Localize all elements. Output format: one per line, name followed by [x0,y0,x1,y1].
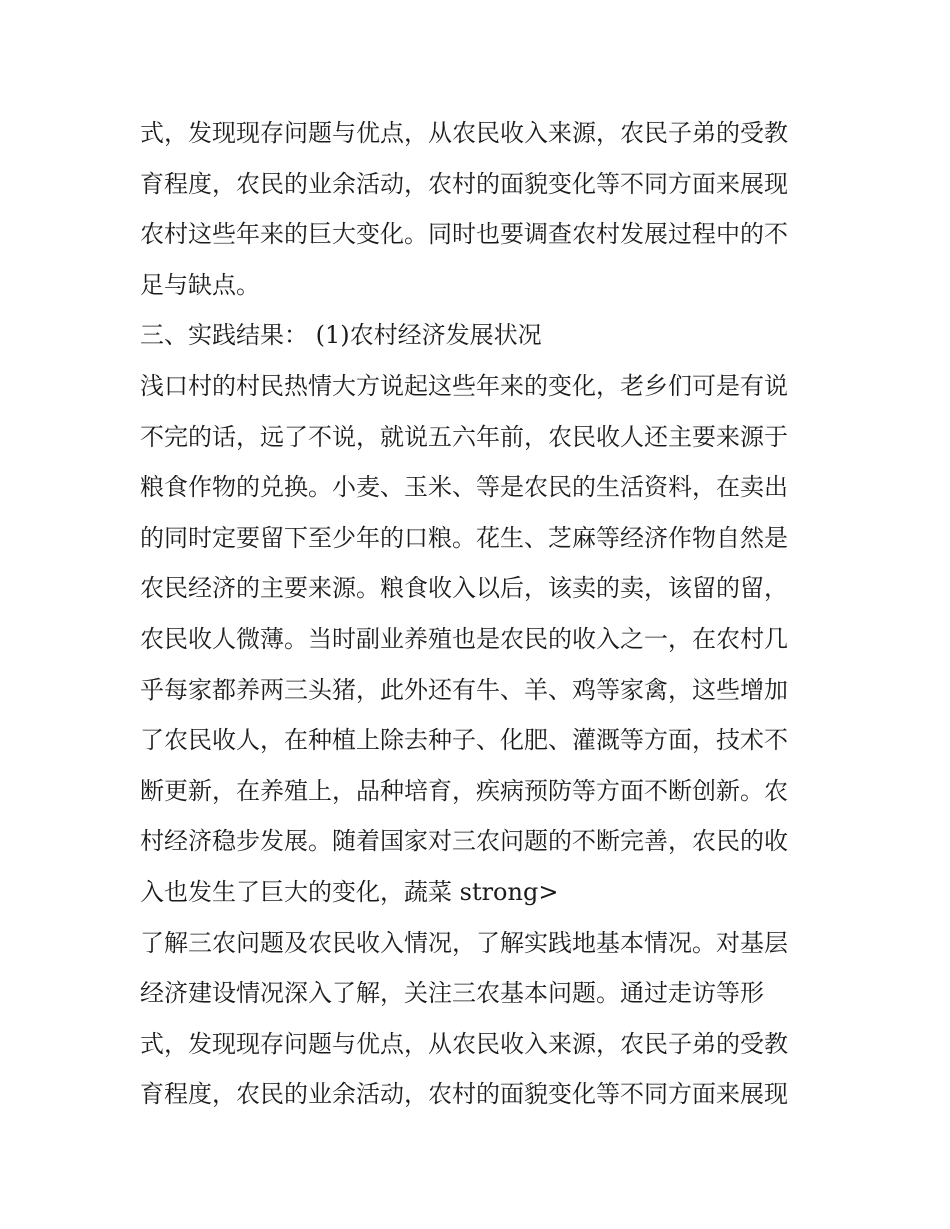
text-line: 的同时定要留下至少年的口粮。花生、芝麻等经济作物自然是 [140,523,788,552]
text-line: 农村这些年来的巨大变化。同时也要调查农村发展过程中的不 [140,220,788,249]
text-line: 育程度，农民的业余活动，农村的面貌变化等不同方面来展现 [140,169,788,198]
text-line: 式，发现现存问题与优点，从农民收入来源，农民子弟的受教 [140,119,788,147]
section-heading: 三、实践结果： (1)农村经济发展状况 [140,321,542,350]
text-line: 了解三农问题及农民收入情况，了解实践地基本情况。对基层 [140,928,788,957]
text-line: 乎每家都养两三头猪，此外还有牛、羊、鸡等家禽，这些增加 [140,675,788,704]
text-line: 浅口村的村民热情大方说起这些年来的变化，老乡们可是有说 [140,371,788,400]
text-line: 式，发现现存问题与优点，从农民收入来源，农民子弟的受教 [140,1029,788,1058]
text-line: 育程度，农民的业余活动，农村的面貌变化等不同方面来展现 [140,1080,788,1109]
text-line: 农民经济的主要来源。粮食收入以后，该卖的卖，该留的留， [140,574,788,603]
text-line: 村经济稳步发展。随着国家对三农问题的不断完善，农民的收 [140,827,788,856]
body-text [140,108,820,1120]
text-line: 经济建设情况深入了解，关注三农基本问题。通过走访等形 [140,979,764,1008]
text-line: 农民收人微薄。当时副业养殖也是农民的收入之一，在农村几 [140,624,788,653]
text-line: 断更新，在养殖上，品种培育，疾病预防等方面不断创新。农 [140,776,788,805]
text-line: 不完的话，远了不说，就说五六年前，农民收人还主要来源于 [140,422,788,451]
text-line: 了农民收人，在种植上除去种子、化肥、灌溉等方面，技术不 [140,726,788,755]
text-line: 足与缺点。 [140,270,260,299]
text-line: 粮食作物的兑换。小麦、玉米、等是农民的生活资料，在卖出 [140,473,788,502]
text-line: 入也发生了巨大的变化，蔬菜 strong> [140,877,559,906]
